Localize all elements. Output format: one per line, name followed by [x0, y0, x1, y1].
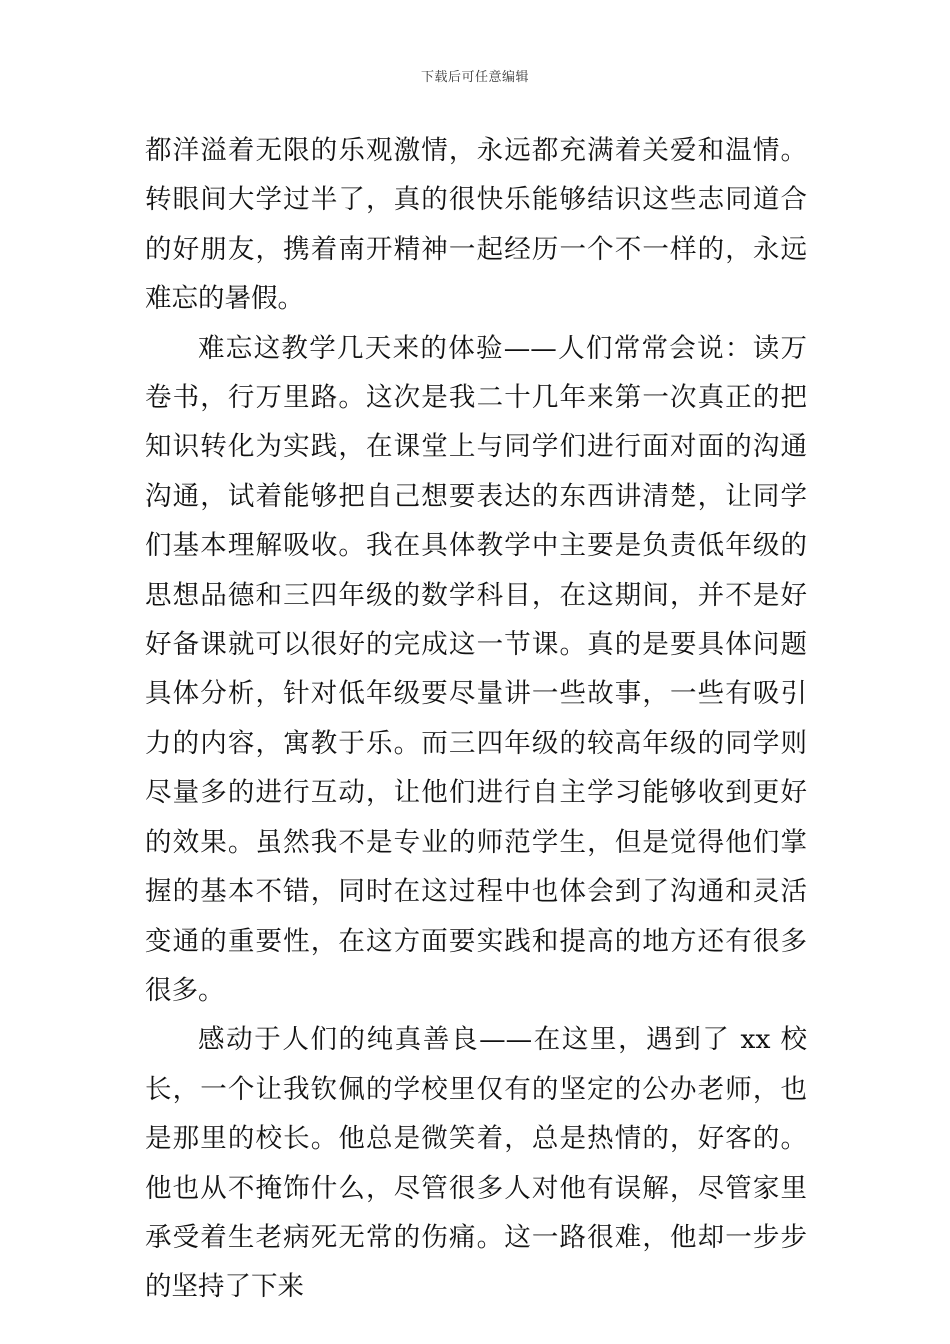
document-body	[145, 126, 807, 1312]
page-header-note: 下载后可任意编辑	[420, 70, 529, 85]
paragraph-principal: 感动于人们的纯真善良——在这里，遇到了 xx 校长，一个让我钦佩的学校里仅有的坚定的公办老师，也是那里的校长。他总是微笑着，总是热情的，好客的。他也从不掩饰什么，尽管很多人对他有误解，尽管家里承受着生老病死无常的伤痛。这一路很难，他却一步步的坚持了下来	[145, 1024, 807, 1303]
paragraph-teaching-experience: 难忘这教学几天来的体验——人们常常会说：读万卷书，行万里路。这次是我二十几年来第一次真正的把知识转化为实践，在课堂上与同学们进行面对面的沟通沟通，试着能够把自己想要表达的东西讲清楚，让同学们基本理解吸收。我在具体教学中主要是负责低年级的思想品德和三四年级的数学科目，在这期间，并不是好好备课就可以很好的完成这一节课。真的是要具体问题具体分析，针对低年级要尽量讲一些故事，一些有吸引力的内容，寓教于乐。而三四年级的较高年级的同学则尽量多的进行互动，让他们进行自主学习能够收到更好的效果。虽然我不是专业的师范学生，但是觉得他们掌握的基本不错，同时在这过程中也体会到了沟通和灵活变通的重要性，在这方面要实践和提高的地方还有很多很多。	[145, 332, 807, 1006]
paragraph-continuation: 都洋溢着无限的乐观激情，永远都充满着关爱和温情。转眼间大学过半了，真的很快乐能够结识这些志同道合的好朋友，携着南开精神一起经历一个不一样的，永远难忘的暑假。	[145, 135, 807, 315]
